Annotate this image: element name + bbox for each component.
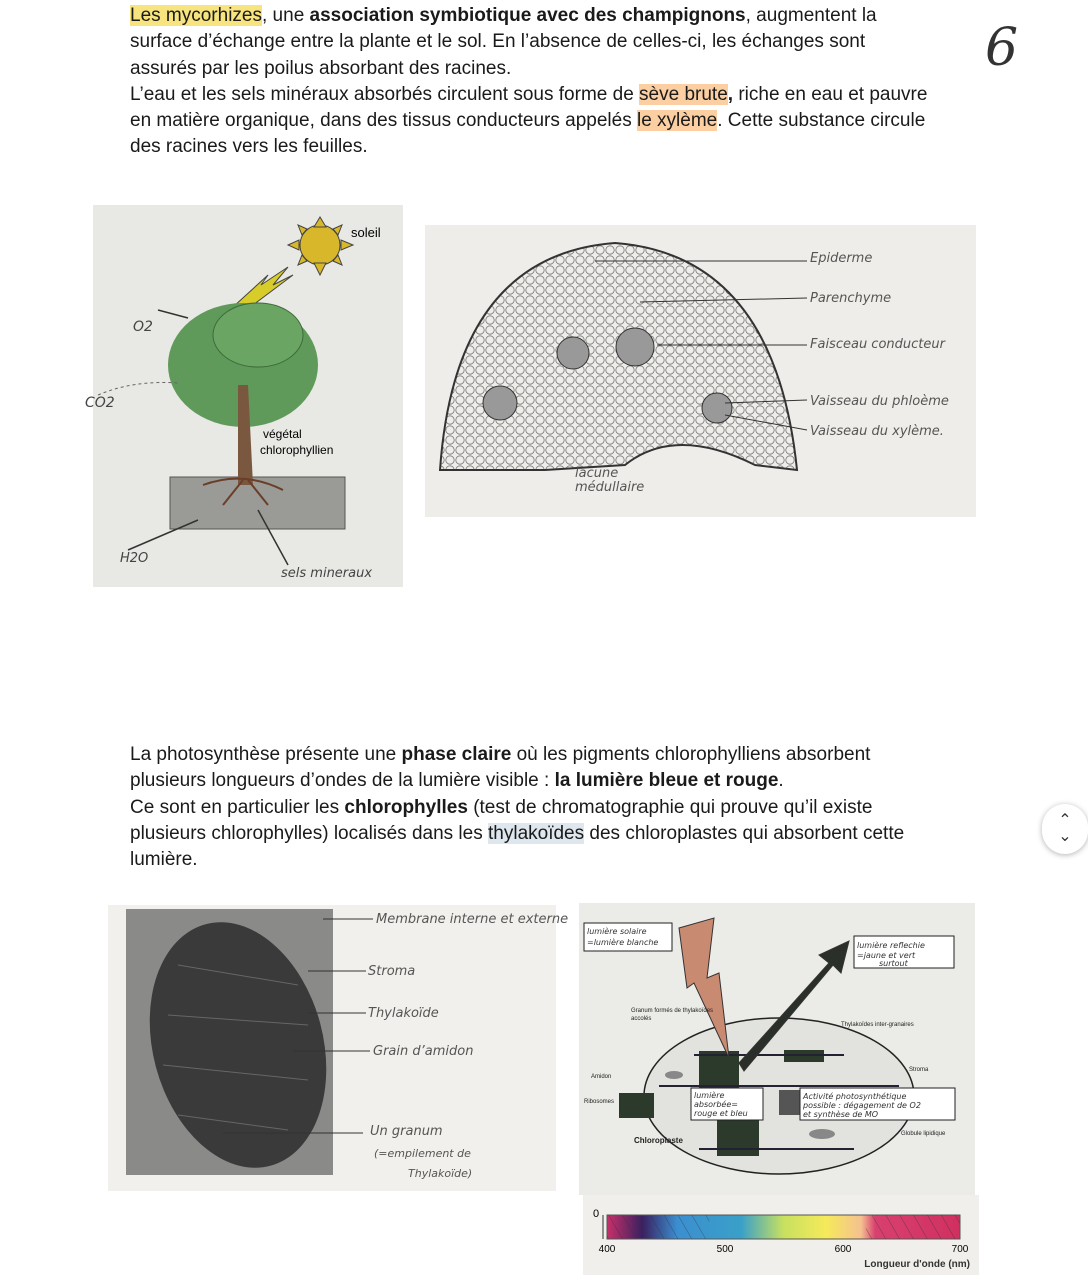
text: L’eau et les sels minéraux absorbés circulent sous forme de [130, 83, 640, 105]
bold-text: la lumière bleue et rouge [554, 770, 779, 792]
highlight-thylakoides: thylakoïdes [488, 822, 585, 844]
label-chloroplaste: Chloroplaste [634, 1136, 683, 1145]
tick-600: 600 [834, 1244, 852, 1255]
label-empilement: (=empilement de [374, 1147, 471, 1160]
paragraph-photosynthese [130, 742, 930, 873]
label-accoles: accolés [631, 1016, 652, 1022]
label-phloeme: Vaisseau du phloème [810, 394, 949, 409]
chloroplast-light-diagram [579, 903, 975, 1195]
text: où les pigments chlorophylliens absorbent plusieurs longueurs d’ondes de la lumière visible : [130, 744, 871, 792]
text: . [778, 770, 784, 792]
highlight-mycorhizes: Les mycorhizes [130, 5, 262, 26]
label-abs3: rouge et bleu [694, 1109, 748, 1118]
chloroplast-micrograph [108, 905, 569, 1191]
absorbed-range-blue [607, 1215, 709, 1239]
text: , augmentent la surface d’échange entre la plante et le sol. En l’absence de celles-ci, les échanges sont assurés par les poilus absorbant des racines. [130, 5, 877, 79]
absorbed-range-red [866, 1215, 960, 1239]
label-membrane: Membrane interne et externe [376, 912, 569, 927]
label-epiderme: Epiderme [810, 251, 873, 266]
label-abs1: lumière [694, 1091, 725, 1100]
label-refl3: surtout [879, 959, 908, 968]
label-stroma: Stroma [909, 1067, 929, 1073]
text: des chloroplastes qui absorbent cette lumière. [130, 822, 905, 871]
label-soleil: soleil [351, 225, 381, 240]
label-granum: Granum formés de thylakoïdes [631, 1008, 714, 1014]
tree-diagram [85, 205, 403, 587]
text: . Cette substance circule des racines vers les feuilles. [130, 110, 926, 158]
label-globule: Globule lipidique [901, 1131, 946, 1137]
label-co2: CO2 [85, 395, 115, 411]
text: La photosynthèse présente une [130, 744, 402, 765]
label-amidon: Amidon [591, 1074, 612, 1080]
handwritten-page-number: 6 [985, 18, 1019, 78]
spectrum-xlabel: Longueur d'onde (nm) [864, 1259, 970, 1270]
label-solar2: =lumière blanche [587, 938, 659, 947]
label-medullaire: médullaire [575, 480, 645, 495]
text: riche en eau et pauvre en matière organique, dans des tissus conducteurs appelés [130, 83, 928, 132]
text: (test de chromatographie qui prouve qu’il existe plusieurs chlorophylles) localisés dans les [130, 796, 873, 844]
label-chlorophyllien: chlorophyllien [260, 443, 334, 457]
label-h2o: H2O [120, 551, 149, 566]
spectrum-zero: 0 [593, 1208, 600, 1220]
scroll-navigation-button[interactable] [1042, 804, 1088, 854]
text: Ce sont en particulier les [130, 796, 345, 818]
label-ribosomes: Ribosomes [584, 1099, 615, 1105]
label-act1: Activité photosynthétique [803, 1092, 907, 1101]
label-solar1: lumière solaire [587, 927, 647, 936]
paragraph-mycorhizes [130, 3, 930, 161]
text: , une [262, 5, 310, 26]
highlight-xyleme: le xylème [636, 110, 718, 132]
label-thylakoide: Thylakoïde [368, 1006, 439, 1021]
label-stroma: Stroma [368, 964, 416, 979]
bold-text: chlorophylles [344, 796, 468, 818]
absorption-spectrum [583, 1195, 979, 1275]
text: , [727, 83, 734, 105]
label-act2: possible : dégagement de O2 [803, 1101, 921, 1110]
label-abs2: absorbée= [694, 1100, 738, 1109]
tick-700: 700 [951, 1244, 969, 1255]
label-granum: Un granum [370, 1124, 443, 1139]
label-lacune: lacune [575, 466, 619, 481]
label-xyleme: Vaisseau du xylème. [810, 424, 944, 439]
label-o2: O2 [133, 319, 153, 335]
label-refl1: lumière reflechie [857, 941, 925, 950]
label-thylakoide2: Thylakoïde) [408, 1167, 473, 1180]
label-inter: Thylakoïdes inter-granaires [841, 1022, 914, 1028]
tick-400: 400 [598, 1244, 616, 1255]
label-amidon: Grain d’amidon [373, 1044, 474, 1059]
label-faisceau: Faisceau conducteur [810, 337, 945, 352]
bold-text: phase claire [401, 744, 512, 765]
bold-text: association symbiotique avec des champignons [309, 5, 746, 26]
label-refl2: =jaune et vert [857, 951, 916, 960]
label-parenchyme: Parenchyme [810, 291, 892, 306]
label-act3: et synthèse de MO [803, 1110, 879, 1119]
chevron-down-icon[interactable]: ⌄ [1058, 828, 1072, 845]
highlight-seve-brute: sève brute [639, 83, 728, 105]
stem-section-diagram [425, 225, 976, 517]
label-vegetal: végétal [263, 427, 302, 441]
label-sels: sels mineraux [281, 566, 373, 581]
chevron-up-icon[interactable]: ⌃ [1058, 812, 1072, 829]
tick-500: 500 [716, 1244, 734, 1255]
